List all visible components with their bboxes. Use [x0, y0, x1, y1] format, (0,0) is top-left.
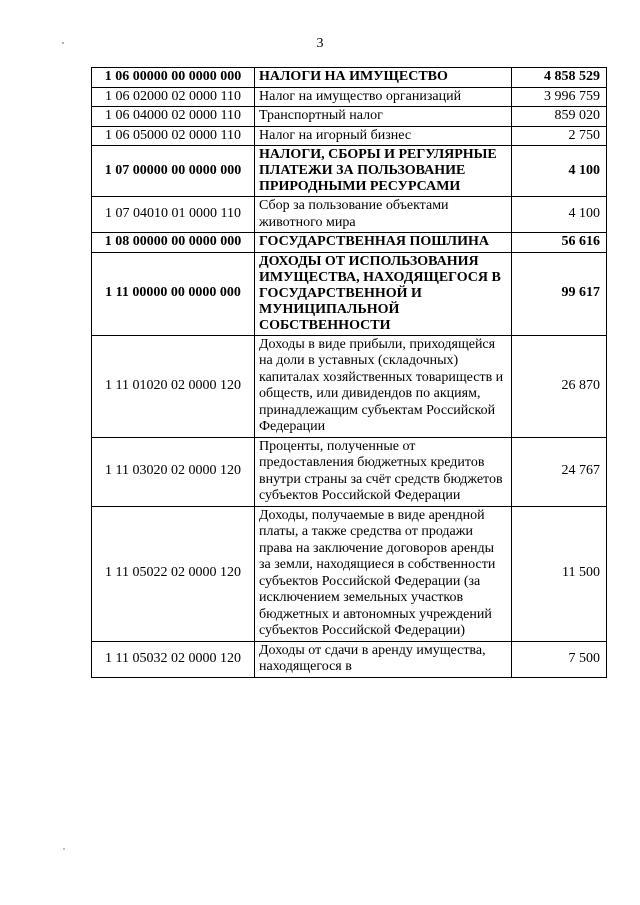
table-row [92, 437, 607, 506]
revenue-code-cell: 1 08 00000 00 0000 000 [92, 233, 255, 253]
revenue-code-cell: 1 06 05000 02 0000 110 [92, 126, 255, 146]
amount-cell: 26 870 [512, 335, 607, 437]
revenue-name-cell: ГОСУДАРСТВЕННАЯ ПОШЛИНА [255, 233, 512, 253]
page-number: 3 [316, 36, 324, 51]
revenue-code-cell: 1 11 01020 02 0000 120 [92, 335, 255, 437]
amount-cell: 3 996 759 [512, 87, 607, 107]
amount-cell: 4 100 [512, 197, 607, 233]
revenue-code-cell: 1 06 00000 00 0000 000 [92, 68, 255, 88]
amount-cell: 859 020 [512, 107, 607, 127]
amount-cell: 99 617 [512, 252, 607, 335]
amount-cell: 4 858 529 [512, 68, 607, 88]
scan-speck [63, 848, 65, 850]
revenue-name-cell: Проценты, полученные от предоставления бюджетных кредитов внутри страны за счёт средств бюджетов субъектов Российской Федерации [255, 437, 512, 506]
table-row [92, 197, 607, 233]
revenue-code-cell: 1 06 02000 02 0000 110 [92, 87, 255, 107]
table-row [92, 233, 607, 253]
table-row [92, 506, 607, 641]
revenue-name-cell: ДОХОДЫ ОТ ИСПОЛЬЗОВАНИЯ ИМУЩЕСТВА, НАХОДЯЩЕГОСЯ В ГОСУДАРСТВЕННОЙ И МУНИЦИПАЛЬНОЙ СОБСТВЕННОСТИ [255, 252, 512, 335]
table-row [92, 335, 607, 437]
revenue-name-cell: НАЛОГИ, СБОРЫ И РЕГУЛЯРНЫЕ ПЛАТЕЖИ ЗА ПОЛЬЗОВАНИЕ ПРИРОДНЫМИ РЕСУРСАМИ [255, 146, 512, 197]
amount-cell: 24 767 [512, 437, 607, 506]
revenue-name-cell: Доходы от сдачи в аренду имущества, находящегося в [255, 641, 512, 677]
revenue-name-cell: Доходы, получаемые в виде арендной платы, а также средства от продажи права на заключение договоров аренды за земли, находящиеся в собственности субъектов Российской Федерации (за исключением земельных участков бюджетных и автономных учреждений субъектов Российской Федерации) [255, 506, 512, 641]
table-row [92, 107, 607, 127]
revenue-name-cell: Доходы в виде прибыли, приходящейся на доли в уставных (складочных) капиталах хозяйственных товариществ и обществ, или дивидендов по акциям, принадлежащим субъектам Российской Федерации [255, 335, 512, 437]
table-row [92, 252, 607, 335]
revenue-code-cell: 1 07 00000 00 0000 000 [92, 146, 255, 197]
revenue-name-cell: Сбор за пользование объектами животного мира [255, 197, 512, 233]
revenue-code-cell: 1 07 04010 01 0000 110 [92, 197, 255, 233]
amount-cell: 2 750 [512, 126, 607, 146]
amount-cell: 56 616 [512, 233, 607, 253]
revenue-name-cell: НАЛОГИ НА ИМУЩЕСТВО [255, 68, 512, 88]
revenue-name-cell: Налог на игорный бизнес [255, 126, 512, 146]
amount-cell: 4 100 [512, 146, 607, 197]
table-body [92, 68, 607, 678]
revenue-code-cell: 1 06 04000 02 0000 110 [92, 107, 255, 127]
revenue-name-cell: Транспортный налог [255, 107, 512, 127]
revenue-code-cell: 1 11 00000 00 0000 000 [92, 252, 255, 335]
revenue-code-cell: 1 11 05022 02 0000 120 [92, 506, 255, 641]
revenue-code-cell: 1 11 03020 02 0000 120 [92, 437, 255, 506]
table-row [92, 87, 607, 107]
budget-revenue-table [91, 67, 607, 678]
table-row [92, 68, 607, 88]
table-row [92, 146, 607, 197]
revenue-name-cell: Налог на имущество организаций [255, 87, 512, 107]
table-row [92, 126, 607, 146]
amount-cell: 11 500 [512, 506, 607, 641]
table-row [92, 641, 607, 677]
amount-cell: 7 500 [512, 641, 607, 677]
revenue-code-cell: 1 11 05032 02 0000 120 [92, 641, 255, 677]
